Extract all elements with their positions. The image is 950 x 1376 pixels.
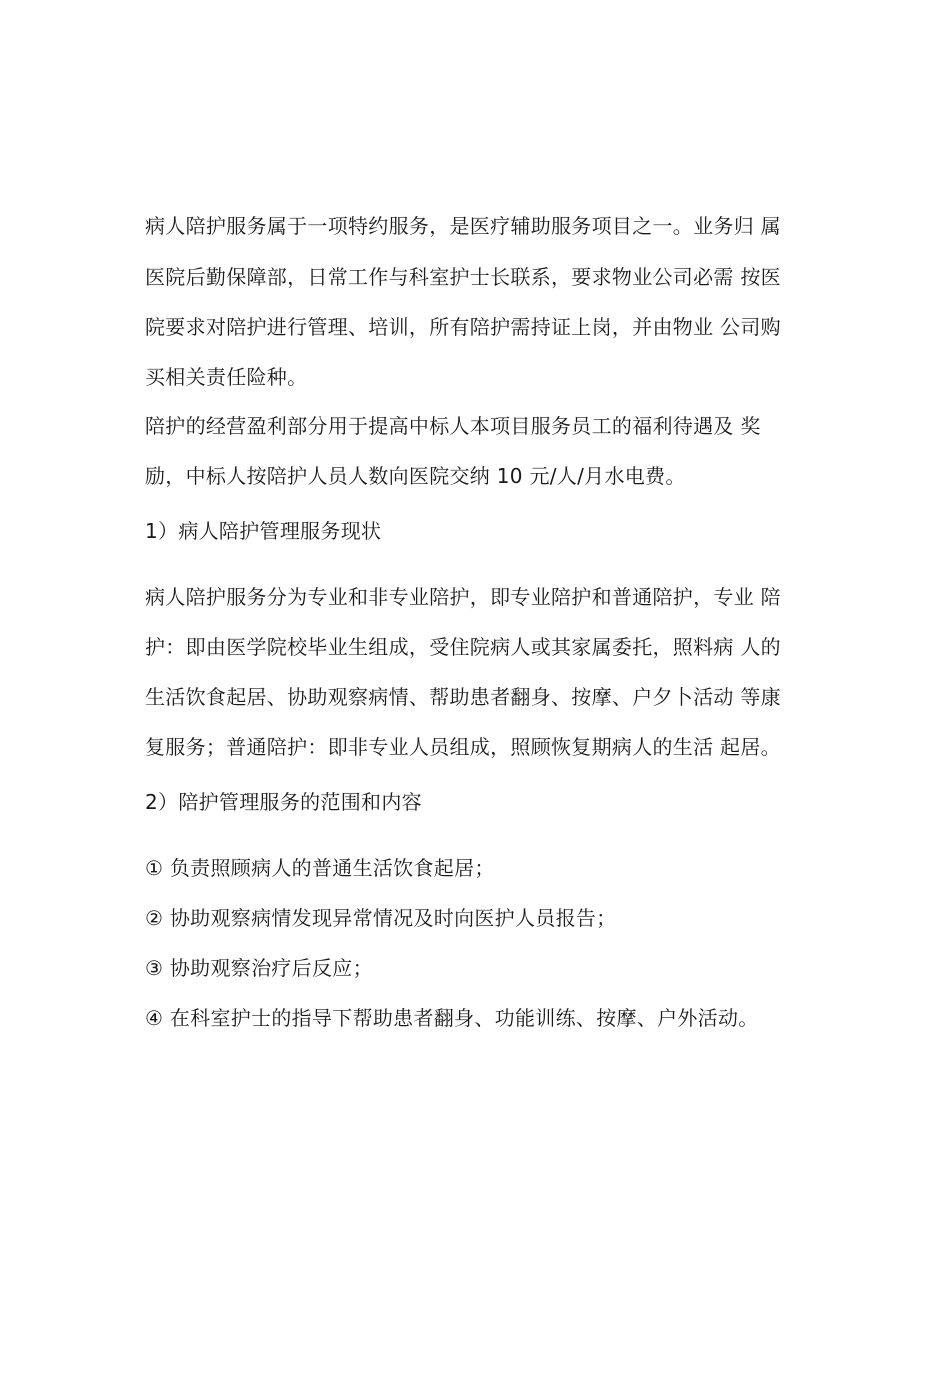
section-heading-2: 2）陪护管理服务的范围和内容 bbox=[145, 790, 422, 814]
paragraph-1-line-2: 医院后勤保障部，日常工作与科室护士长联系，要求物业公司必需 按医 bbox=[145, 265, 781, 289]
paragraph-1-line-4: 买相关责任险种。 bbox=[145, 365, 308, 389]
paragraph-1-line-1: 病人陪护服务属于一项特约服务，是医疗辅助服务项目之一。业务归 属 bbox=[145, 214, 781, 238]
list-item-2: ② 协助观察病情发现异常情况及时向医护人员报告； bbox=[145, 906, 617, 930]
list-item-1: ① 负责照顾病人的普通生活饮食起居； bbox=[145, 856, 495, 880]
section-heading-1: 1）病人陪护管理服务现状 bbox=[145, 519, 382, 543]
paragraph-3-line-2: 护：即由医学院校毕业生组成，受住院病人或其家属委托，照料病 人的 bbox=[145, 635, 781, 659]
list-item-3: ③ 协助观察治疗后反应； bbox=[145, 956, 373, 980]
paragraph-3-line-1: 病人陪护服务分为专业和非专业陪护，即专业陪护和普通陪护，专业 陪 bbox=[145, 585, 781, 609]
paragraph-2-line-2: 励，中标人按陪护人员人数向医院交纳 10 元/人/月水电费。 bbox=[145, 464, 686, 488]
paragraph-2-line-1: 陪护的经营盈利部分用于提高中标人本项目服务员工的福利待遇及 奖 bbox=[145, 414, 761, 438]
paragraph-1-line-3: 院要求对陪护进行管理、培训，所有陪护需持证上岗，并由物业 公司购 bbox=[145, 315, 781, 339]
paragraph-3-line-3: 生活饮食起居、协助观察病情、帮助患者翻身、按摩、户夕卜活动 等康 bbox=[145, 685, 781, 709]
list-item-4: ④ 在科室护士的指导下帮助患者翻身、功能训练、按摩、户外活动。 bbox=[145, 1006, 759, 1030]
paragraph-3-line-4: 复服务；普通陪护：即非专业人员组成，照顾恢复期病人的生活 起居。 bbox=[145, 735, 781, 759]
